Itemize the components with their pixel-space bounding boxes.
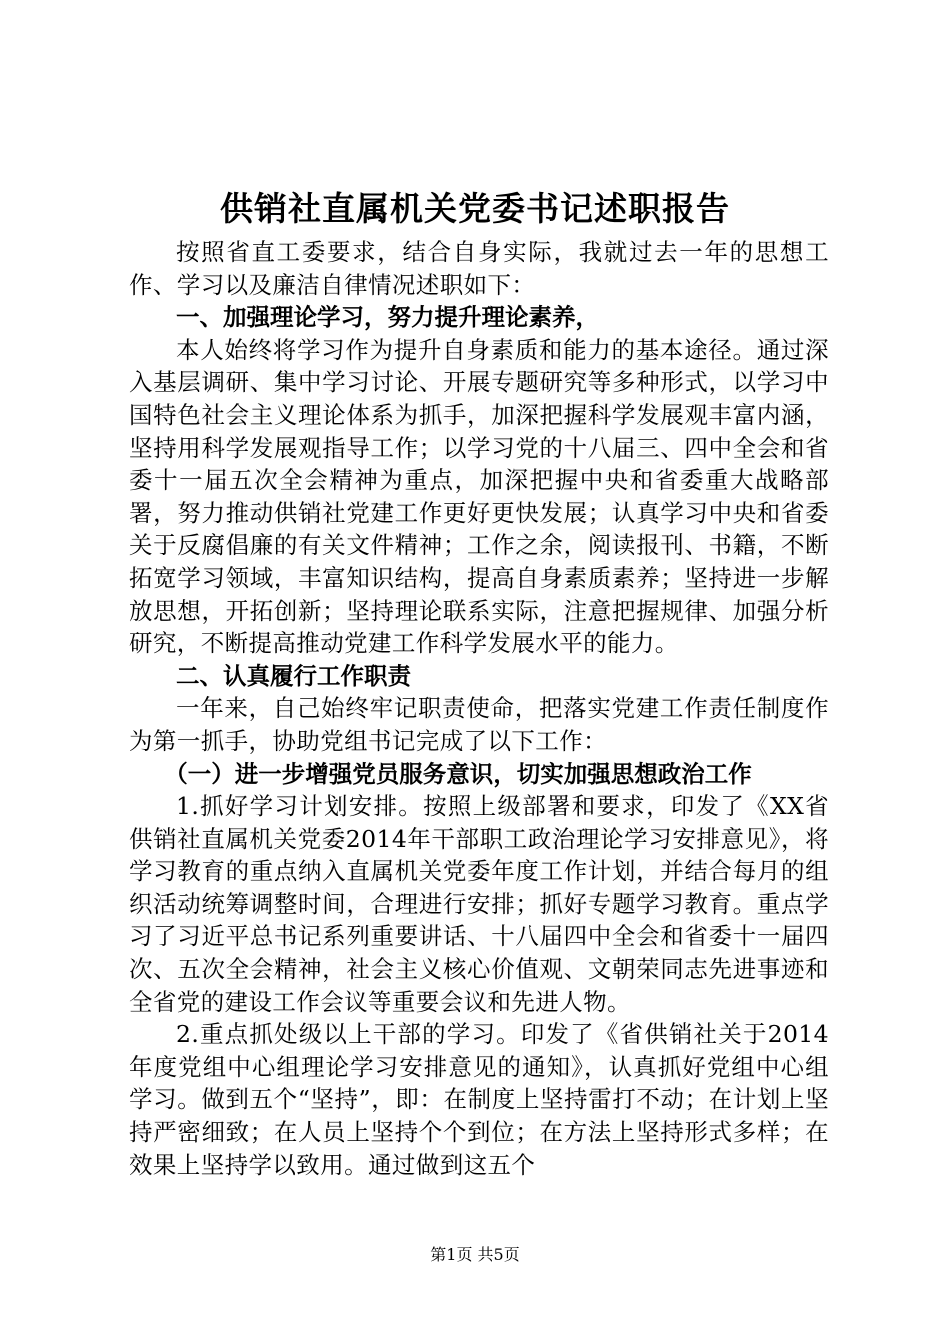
paragraph-duties: 一年来，自己始终牢记职责使命，把落实党建工作责任制度作为第一抓手，协助党组书记完成了以下工作： (129, 694, 829, 755)
section-heading-2: 二、认真履行工作职责 (176, 661, 411, 690)
page-footer: 第1页 共5页 (430, 1245, 520, 1264)
section-heading-1: 一、加强理论学习，努力提升理论素养， (176, 303, 599, 332)
paragraph-item-1: 1.抓好学习计划安排。按照上级部署和要求，印发了《XX省供销社直属机关党委2014年干部职工政治理论学习安排意见》，将学习教育的重点纳入直属机关党委年度工作计划，并结合每月的组织活动统筹调整时间，合理进行安排；抓好专题学习教育。重点学习了习近平总书记系列重要讲话、十八届四中全会和省委十一届四次、五次全会精神，社会主义核心价值观、文朝荣同志先进事迹和全省党的建设工作会议等重要会议和先进人物。 (129, 792, 829, 1016)
subsection-heading-1: （一）进一步增强党员服务意识，切实加强思想政治工作 (164, 759, 752, 788)
document-title: 供销社直属机关党委书记述职报告 (220, 189, 730, 228)
paragraph-item-2: 2.重点抓处级以上干部的学习。印发了《省供销社关于2014年度党组中心组理论学习安排意见的通知》，认真抓好党组中心组学习。做到五个“坚持”，即：在制度上坚持雷打不动；在计划上坚持严密细致；在人员上坚持个个到位；在方法上坚持形式多样；在效果上坚持学以致用。通过做到这五个 (129, 1020, 829, 1179)
document-body (129, 236, 829, 1181)
paragraph-intro: 按照省直工委要求，结合自身实际，我就过去一年的思想工作、学习以及廉洁自律情况述职如下： (129, 238, 829, 299)
paragraph-theory-study: 本人始终将学习作为提升自身素质和能力的基本途径。通过深入基层调研、集中学习讨论、开展专题研究等多种形式，以学习中国特色社会主义理论体系为抓手，加深把握科学发展观丰富内涵，坚持用科学发展观指导工作；以学习党的十八届三、四中全会和省委十一届五次全会精神为重点，加深把握中央和省委重大战略部署，努力推动供销社党建工作更好更快发展；认真学习中央和省委关于反腐倡廉的有关文件精神；工作之余，阅读报刊、书籍，不断拓宽学习领域，丰富知识结构，提高自身素质素养；坚持进一步解放思想，开拓创新；坚持理论联系实际，注意把握规律、加强分析研究，不断提高推动党建工作科学发展水平的能力。 (129, 335, 829, 658)
